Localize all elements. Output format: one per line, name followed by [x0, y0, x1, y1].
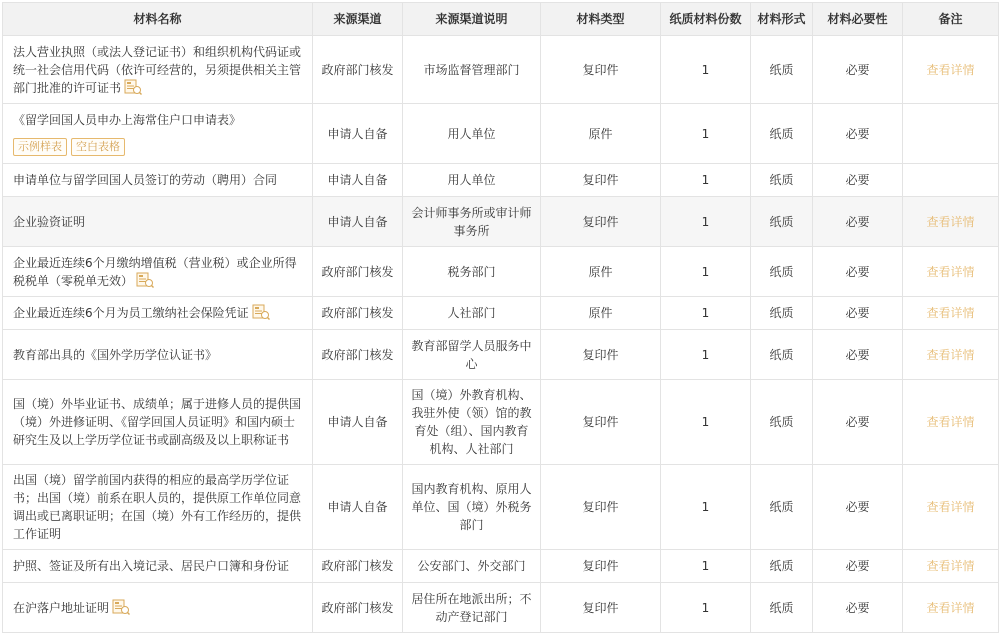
- form-cell: 纸质: [751, 380, 813, 465]
- header-material-type: 材料类型: [541, 3, 661, 36]
- material-name: 护照、签证及所有出入境记录、居民户口簿和身份证: [13, 559, 290, 573]
- remarks-cell: [903, 465, 999, 550]
- source-desc-cell: 税务部门: [403, 247, 541, 297]
- view-details-link[interactable]: 查看详情: [926, 600, 975, 615]
- source-desc-cell: 国内教育机构、原用人单位、国（境）外税务部门: [403, 465, 541, 550]
- copies-cell: 1: [661, 36, 751, 104]
- form-cell: 纸质: [751, 330, 813, 380]
- source-desc-cell: 用人单位: [403, 104, 541, 164]
- necessity-cell: 必要: [813, 247, 903, 297]
- source-cell: 政府部门核发: [313, 297, 403, 330]
- table-header-row: [3, 3, 999, 36]
- remarks-cell: [903, 380, 999, 465]
- type-cell: 复印件: [541, 465, 661, 550]
- remarks-cell: [903, 164, 999, 197]
- source-cell: 申请人自备: [313, 164, 403, 197]
- form-cell: 纸质: [751, 550, 813, 583]
- copies-cell: 1: [661, 330, 751, 380]
- sample-document-icon[interactable]: [252, 304, 270, 320]
- remarks-cell: [903, 247, 999, 297]
- remarks-cell: [903, 104, 999, 164]
- material-name-cell: [3, 36, 313, 104]
- form-cell: 纸质: [751, 104, 813, 164]
- source-cell: 政府部门核发: [313, 330, 403, 380]
- header-material-name: 材料名称: [3, 3, 313, 36]
- type-cell: 复印件: [541, 583, 661, 633]
- table-row: [3, 104, 999, 164]
- source-cell: 申请人自备: [313, 104, 403, 164]
- necessity-cell: 必要: [813, 164, 903, 197]
- form-tags: [13, 137, 304, 156]
- form-cell: 纸质: [751, 247, 813, 297]
- remarks-cell: [903, 583, 999, 633]
- form-cell: 纸质: [751, 197, 813, 247]
- source-desc-cell: 国（境）外教育机构、我驻外使（领）馆的教育处（组）、国内教育机构、人社部门: [403, 380, 541, 465]
- necessity-cell: 必要: [813, 550, 903, 583]
- header-remarks: 备注: [903, 3, 999, 36]
- source-cell: 政府部门核发: [313, 247, 403, 297]
- necessity-cell: 必要: [813, 297, 903, 330]
- material-name-cell: [3, 330, 313, 380]
- source-desc-cell: 用人单位: [403, 164, 541, 197]
- remarks-cell: [903, 550, 999, 583]
- header-source-desc: 来源渠道说明: [403, 3, 541, 36]
- form-cell: 纸质: [751, 164, 813, 197]
- copies-cell: 1: [661, 164, 751, 197]
- source-desc-cell: 市场监督管理部门: [403, 36, 541, 104]
- type-cell: 复印件: [541, 330, 661, 380]
- view-details-link[interactable]: 查看详情: [926, 62, 975, 77]
- type-cell: 复印件: [541, 36, 661, 104]
- sample-form-button[interactable]: 示例样表: [13, 138, 67, 156]
- table-row: [3, 583, 999, 633]
- remarks-cell: [903, 297, 999, 330]
- necessity-cell: 必要: [813, 380, 903, 465]
- source-desc-cell: 居住所在地派出所；不动产登记部门: [403, 583, 541, 633]
- source-desc-cell: 公安部门、外交部门: [403, 550, 541, 583]
- type-cell: 复印件: [541, 380, 661, 465]
- table-row: [3, 297, 999, 330]
- type-cell: 原件: [541, 247, 661, 297]
- material-name-cell: [3, 380, 313, 465]
- source-cell: 申请人自备: [313, 380, 403, 465]
- header-paper-copies: 纸质材料份数: [661, 3, 751, 36]
- form-cell: 纸质: [751, 36, 813, 104]
- header-necessity: 材料必要性: [813, 3, 903, 36]
- material-name: 企业最近连续6个月缴纳增值税（营业税）或企业所得税税单（零税单无效）: [13, 255, 297, 288]
- type-cell: 复印件: [541, 550, 661, 583]
- copies-cell: 1: [661, 104, 751, 164]
- view-details-link[interactable]: 查看详情: [926, 214, 975, 229]
- necessity-cell: 必要: [813, 36, 903, 104]
- copies-cell: 1: [661, 583, 751, 633]
- necessity-cell: 必要: [813, 197, 903, 247]
- table-row: [3, 36, 999, 104]
- material-name: 国（境）外毕业证书、成绩单；属于进修人员的提供国（境）外进修证明、《留学回国人员证明》和国内硕士研究生及以上学历学位证书或副高级及以上职称证书: [13, 397, 302, 447]
- material-name-cell: [3, 550, 313, 583]
- necessity-cell: 必要: [813, 583, 903, 633]
- form-cell: 纸质: [751, 583, 813, 633]
- copies-cell: 1: [661, 465, 751, 550]
- material-name-cell: [3, 297, 313, 330]
- material-name-cell: [3, 164, 313, 197]
- header-material-form: 材料形式: [751, 3, 813, 36]
- source-cell: 政府部门核发: [313, 583, 403, 633]
- type-cell: 复印件: [541, 164, 661, 197]
- remarks-cell: [903, 330, 999, 380]
- material-name-cell: [3, 104, 313, 164]
- view-details-link[interactable]: 查看详情: [926, 500, 975, 514]
- view-details-link[interactable]: 查看详情: [926, 559, 975, 573]
- source-desc-cell: 人社部门: [403, 297, 541, 330]
- type-cell: 复印件: [541, 197, 661, 247]
- source-cell: 申请人自备: [313, 197, 403, 247]
- material-name: 申请单位与留学回国人员签订的劳动（聘用）合同: [13, 173, 278, 187]
- copies-cell: 1: [661, 550, 751, 583]
- material-name: 在沪落户地址证明: [13, 600, 110, 615]
- materials-table: [2, 2, 999, 633]
- type-cell: 原件: [541, 104, 661, 164]
- table-row: [3, 465, 999, 550]
- form-cell: 纸质: [751, 297, 813, 330]
- blank-form-button[interactable]: 空白表格: [71, 138, 125, 156]
- sample-document-icon[interactable]: [124, 79, 142, 95]
- view-details-link[interactable]: 查看详情: [926, 264, 975, 279]
- source-cell: 政府部门核发: [313, 36, 403, 104]
- necessity-cell: 必要: [813, 104, 903, 164]
- copies-cell: 1: [661, 297, 751, 330]
- table-row: [3, 164, 999, 197]
- material-name-cell: [3, 465, 313, 550]
- material-name: 法人营业执照（或法人登记证书）和组织机构代码证或统一社会信用代码（依许可经营的，另须提供相关主管部门批准的许可证书: [13, 44, 302, 95]
- material-name: 《留学回国人员申办上海常住户口申请表》: [13, 113, 242, 127]
- sample-document-icon[interactable]: [136, 272, 154, 288]
- remarks-cell: [903, 36, 999, 104]
- sample-document-icon[interactable]: [112, 599, 130, 615]
- material-name-cell: [3, 583, 313, 633]
- view-details-link[interactable]: 查看详情: [926, 306, 975, 320]
- header-source: 来源渠道: [313, 3, 403, 36]
- material-name: 出国（境）留学前国内获得的相应的最高学历学位证书；出国（境）前系在职人员的，提供原工作单位同意调出或已离职证明；在国（境）外有工作经历的，提供工作证明: [13, 473, 302, 541]
- material-name-cell: [3, 247, 313, 297]
- necessity-cell: 必要: [813, 330, 903, 380]
- source-cell: 申请人自备: [313, 465, 403, 550]
- material-name: 企业验资证明: [13, 214, 86, 229]
- material-name-cell: [3, 197, 313, 247]
- material-name: 企业最近连续6个月为员工缴纳社会保险凭证: [13, 306, 249, 320]
- copies-cell: 1: [661, 247, 751, 297]
- view-details-link[interactable]: 查看详情: [926, 347, 975, 362]
- necessity-cell: 必要: [813, 465, 903, 550]
- table-row: [3, 330, 999, 380]
- remarks-cell: [903, 197, 999, 247]
- material-name: 教育部出具的《国外学历学位认证书》: [13, 347, 218, 362]
- table-row: [3, 197, 999, 247]
- copies-cell: 1: [661, 380, 751, 465]
- form-cell: 纸质: [751, 465, 813, 550]
- table-row: [3, 247, 999, 297]
- table-row: [3, 550, 999, 583]
- source-cell: 政府部门核发: [313, 550, 403, 583]
- type-cell: 原件: [541, 297, 661, 330]
- source-desc-cell: 会计师事务所或审计师事务所: [403, 197, 541, 247]
- view-details-link[interactable]: 查看详情: [926, 415, 975, 429]
- copies-cell: 1: [661, 197, 751, 247]
- source-desc-cell: 教育部留学人员服务中心: [403, 330, 541, 380]
- table-row: [3, 380, 999, 465]
